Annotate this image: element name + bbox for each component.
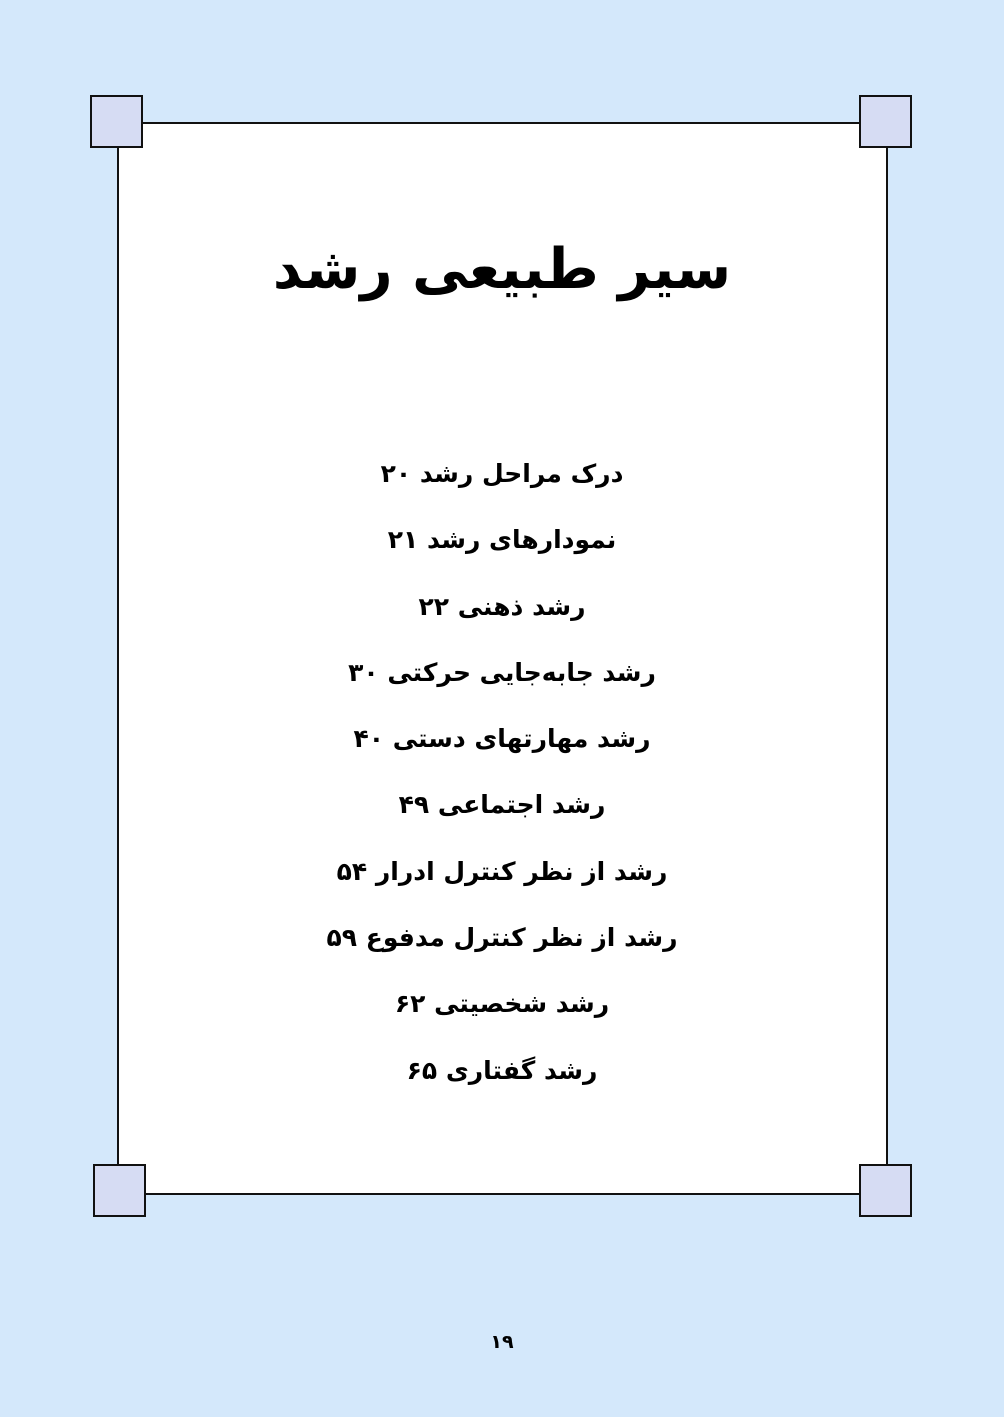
page-title: سیر طبیعی رشد xyxy=(272,237,732,302)
corner-square-top-right xyxy=(859,95,912,148)
toc-item[interactable] xyxy=(0,709,1004,775)
toc-item-page: ۶۲ xyxy=(394,989,426,1019)
toc-item-label: رشد گفتاری xyxy=(445,1055,598,1085)
table-of-contents xyxy=(0,444,1004,1107)
toc-item-label: رشد مهارتهای دستی xyxy=(392,724,651,754)
toc-item[interactable] xyxy=(0,510,1004,576)
toc-item[interactable] xyxy=(0,974,1004,1040)
toc-item[interactable] xyxy=(0,908,1004,974)
toc-item-page: ۵۹ xyxy=(326,923,358,953)
toc-item[interactable] xyxy=(0,643,1004,709)
toc-item-page: ۵۴ xyxy=(336,856,368,886)
page-number: ۱۹ xyxy=(490,1331,514,1353)
corner-square-bottom-left xyxy=(93,1164,146,1217)
toc-item[interactable] xyxy=(0,1041,1004,1107)
toc-item-page: ۴۰ xyxy=(353,724,385,754)
toc-item[interactable] xyxy=(0,775,1004,841)
corner-square-top-left xyxy=(90,95,143,148)
toc-item[interactable] xyxy=(0,842,1004,908)
toc-item-label: رشد جابه‌جایی حرکتی xyxy=(387,657,656,687)
toc-item-page: ۴۹ xyxy=(398,790,430,820)
toc-item-page: ۳۰ xyxy=(348,657,379,687)
toc-item[interactable] xyxy=(0,577,1004,643)
corner-square-bottom-right xyxy=(859,1164,912,1217)
toc-item-label: رشد از نظر کنترل مدفوع xyxy=(365,923,678,953)
toc-item-label: رشد ذهنی xyxy=(457,591,586,621)
toc-item-page: ۲۰ xyxy=(380,459,412,488)
toc-item-page: ۶۵ xyxy=(406,1055,438,1085)
toc-item-label: نمودارهای رشد xyxy=(426,525,617,555)
toc-item-page: ۲۱ xyxy=(387,525,419,555)
toc-item-label: رشد اجتماعی xyxy=(437,790,606,820)
toc-item-page: ۲۲ xyxy=(418,591,449,621)
toc-item[interactable] xyxy=(0,444,1004,510)
toc-item-label: رشد از نظر کنترل ادرار xyxy=(375,856,668,886)
toc-item-label: رشد شخصیتی xyxy=(434,989,610,1019)
toc-item-label: درک مراحل رشد xyxy=(419,459,624,488)
